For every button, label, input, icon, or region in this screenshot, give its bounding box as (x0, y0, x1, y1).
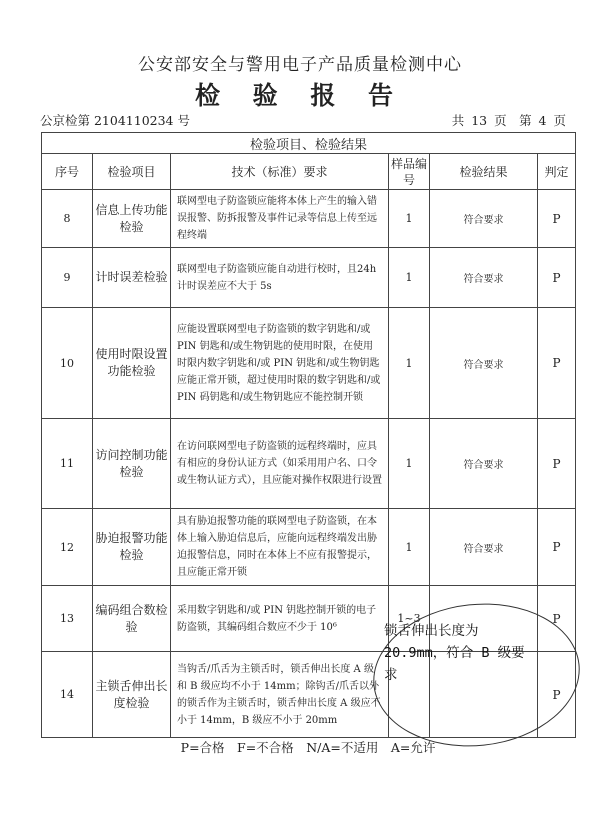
row-result: 符合要求 (430, 419, 538, 509)
row-sample: 1 (389, 509, 430, 586)
row-no: 8 (42, 190, 93, 248)
row-judgement: P (538, 586, 576, 652)
col-header-requirement: 技术（标准）要求 (171, 154, 389, 190)
row-no: 10 (42, 308, 93, 419)
row-requirement: 具有胁迫报警功能的联网型电子防盗锁，在本体上输入胁迫信息后，应能向远程终端发出胁迫报警信息，同时在本体上不应有报警提示，且应能正常开锁 (171, 509, 389, 586)
row-judgement: P (538, 248, 576, 308)
row-sample: 1 (389, 419, 430, 509)
row-result: 符合要求 (430, 308, 538, 419)
table-row (42, 190, 576, 248)
row-item: 访问控制功能检验 (93, 419, 171, 509)
row-requirement: 采用数字钥匙和/或 PIN 钥匙控制开锁的电子防盗锁，其编码组合数应不少于 10⁶ (171, 586, 389, 652)
row-requirement: 应能设置联网型电子防盗锁的数字钥匙和/或 PIN 钥匙和/或生物钥匙的使用时限，在使用时限内数字钥匙和/或 PIN 钥匙和/或生物钥匙应能正常开锁，超过使用时限的数字钥匙和/或 PIN 码钥匙和/或生物钥匙应不能控制开锁 (171, 308, 389, 419)
row-requirement: 联网型电子防盗锁应能自动进行校时，且24h 计时误差应不大于 5s (171, 248, 389, 308)
row-no: 13 (42, 586, 93, 652)
table-row (42, 248, 576, 308)
row-judgement: P (538, 652, 576, 738)
row-judgement: P (538, 190, 576, 248)
result-annotation: 锁舌伸出长度为 20.9mm，符合 B 级要求 (384, 623, 525, 683)
table-row (42, 308, 576, 419)
report-title: 检 验 报 告 (194, 81, 406, 110)
col-header-item: 检验项目 (93, 154, 171, 190)
row-result: 符合要求 (430, 248, 538, 308)
row-requirement: 联网型电子防盗锁应能将本体上产生的输入错误报警、防拆报警及事件记录等信息上传至远程终端 (171, 190, 389, 248)
row-result: 符合要求 (430, 190, 538, 248)
row-item: 计时误差检验 (93, 248, 171, 308)
report-number: 公京检第 2104110234 号 (40, 113, 190, 128)
row-no: 11 (42, 419, 93, 509)
section-title: 检验项目、检验结果 (42, 133, 576, 154)
col-header-judgement: 判定 (538, 154, 576, 190)
row-item: 使用时限设置功能检验 (93, 308, 171, 419)
row-item: 胁迫报警功能检验 (93, 509, 171, 586)
col-header-no: 序号 (42, 154, 93, 190)
row-judgement: P (538, 509, 576, 586)
row-no: 9 (42, 248, 93, 308)
row-result: 符合要求 (430, 509, 538, 586)
legend: P=合格 F=不合格 N/A=不适用 A=允许 (180, 740, 436, 755)
row-item: 信息上传功能检验 (93, 190, 171, 248)
col-header-sample: 样品编号 (389, 154, 430, 190)
row-item: 主锁舌伸出长度检验 (93, 652, 171, 738)
row-no: 12 (42, 509, 93, 586)
row-sample: 1~3 (389, 586, 430, 652)
col-header-result: 检验结果 (430, 154, 538, 190)
row-item: 编码组合数检验 (93, 586, 171, 652)
row-no: 14 (42, 652, 93, 738)
row-requirement: 在访问联网型电子防盗锁的远程终端时，应具有相应的身份认证方式（如采用用户名、口令或生物认证方式），且应能对操作权限进行设置 (171, 419, 389, 509)
table-row (42, 509, 576, 586)
row-sample: 1 (389, 190, 430, 248)
page-count: 共 13 页 第 4 页 (451, 113, 566, 128)
table-row (42, 419, 576, 509)
row-requirement: 当钩舌/爪舌为主锁舌时，锁舌伸出长度 A 级和 B 级应均不小于 14mm；除钩舌/爪舌以外的锁舌作为主锁舌时，锁舌伸出长度 A 级应不小于 14mm，B 级应不小于 20mm (171, 652, 389, 738)
organization-name: 公安部安全与警用电子产品质量检测中心 (138, 55, 462, 75)
row-judgement: P (538, 419, 576, 509)
row-judgement: P (538, 308, 576, 419)
row-sample: 1 (389, 308, 430, 419)
row-sample: 1 (389, 248, 430, 308)
